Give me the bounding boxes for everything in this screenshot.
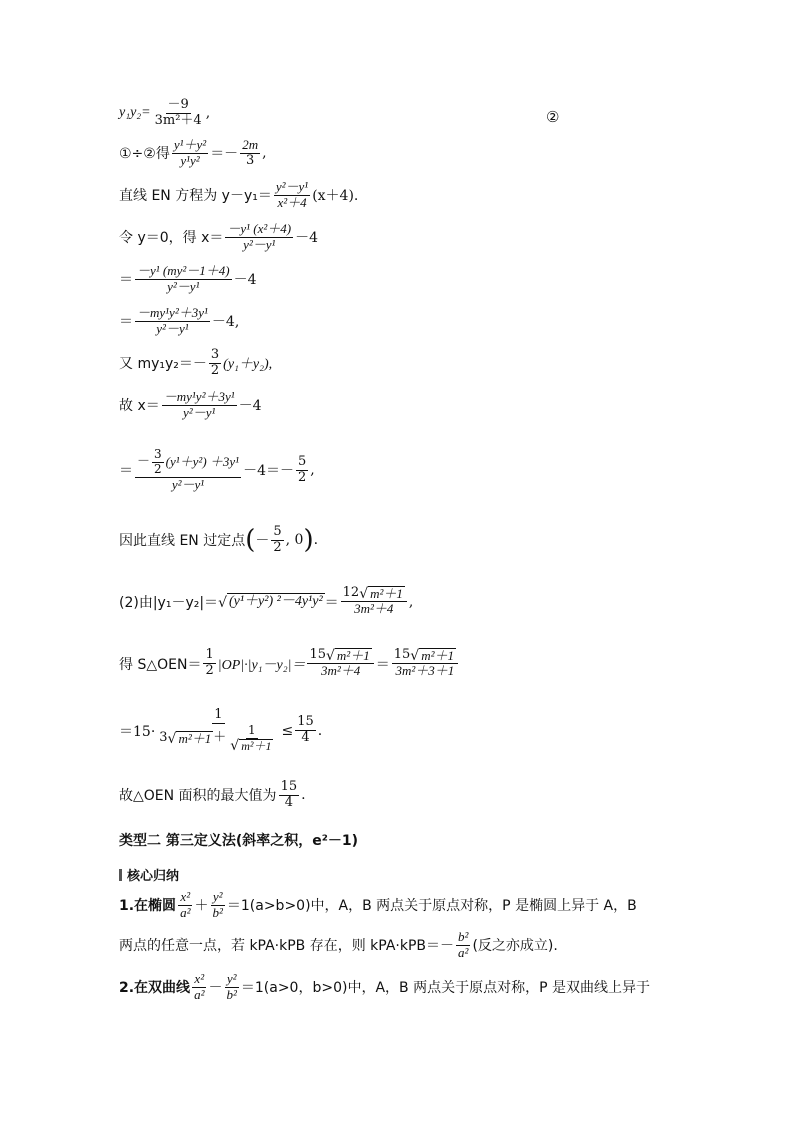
label-bar-icon [119,869,122,881]
equation-line-1: y₁y₂= $\frac{-9}{\text{3m²＋4}}$ , [119,97,211,128]
summary-item-1: 1.在椭圆 $\frac{\text{x²}}{\text{a²}}$ ＋ $\frac{\text{y²}}{\text{b²}}$ ＝1(a>b>0)中，A，B 两点关于原点对称，P 是椭圆上异于 A，B [119,889,637,920]
fraction: $\frac{-9}{\text{3m²＋4}}$ [154,97,202,128]
equation-line-4: 令 y＝0，得 x＝ $\frac{\text{－y¹ (x²＋4)}}{\text{y²－y¹}}$ －4 [119,221,319,252]
section-heading-type2: 类型二 第三定义法(斜率之积，e²－1) [119,833,359,849]
equation-line-2: ①÷②得 $\frac{\text{y¹＋y²}}{\text{y¹y²}}$ ＝－ $\frac{2m}{3}$ , [119,137,267,168]
equation-line-3: 直线 EN 方程为 y－y₁＝ $\frac{\text{y²－y¹}}{\text{x²＋4}}$ (x＋4). [119,179,359,210]
equation-line-5: ＝ $\frac{\text{－y¹ (my²－1＋4)}}{\text{y²－y¹}}$ －4 [119,263,257,294]
equation-line-6: ＝ $\frac{\text{－my¹y²＋3y¹}}{\text{y²－y¹}}$ －4, [119,305,240,336]
equation-line-11: (2)由|y₁－y₂|＝ √ (y¹＋y²) ²－4y¹y² ＝ 12 √ m²＋1 3m²＋4 , [119,585,414,617]
equation-marker-2: ② [546,108,560,126]
equation-line-10: 因此直线 EN 过定点 ( － $\frac{5}{2}$ , 0 ) . [119,524,319,556]
equation-line-14: 故△OEN 面积的最大值为 $\frac{15}{4}$ . [119,779,306,810]
equation-line-13: ＝15· 1 3 √ m²＋1 ＋ 1 √ m²＋1 ≤ $\frac{15}{4}$ . [119,707,323,754]
equation-line-7: 又 my₁y₂＝－ $\frac{3}{2}$ (y₁＋y₂), [119,347,273,378]
equation-line-12: 得 S△OEN＝ $\frac{1}{2}$ |OP|·|y₁－y₂|＝ 15 √ m²＋1 3m²＋4 ＝ 15 √ m²＋1 3m²＋3＋1 [119,648,460,679]
core-summary-label: 核心归纳 [119,865,179,884]
summary-item-1-cont: 两点的任意一点，若 kPA·kPB 存在，则 kPA·kPB＝－ $\frac{\text{b²}}{\text{a²}}$ (反之亦成立). [119,929,558,960]
equation-line-9: ＝ － $\frac{3}{2}$ (y¹＋y²) ＋3y¹ y²－y¹ －4＝－ $\frac{5}{2}$ , [119,447,315,492]
equation-line-8: 故 x＝ $\frac{\text{－my¹y²＋3y¹}}{\text{y²－y¹}}$ －4 [119,389,262,420]
square-root: √ (y¹＋y²) ²－4y¹y² [218,594,323,611]
summary-item-2: 2.在双曲线 $\frac{\text{x²}}{\text{a²}}$ － $\frac{\text{y²}}{\text{b²}}$ ＝1(a>0，b>0)中，A，B 两点关于原点对称，P 是双曲线上异于 [119,971,650,1002]
eq-lhs: y₁y₂= [119,105,151,121]
